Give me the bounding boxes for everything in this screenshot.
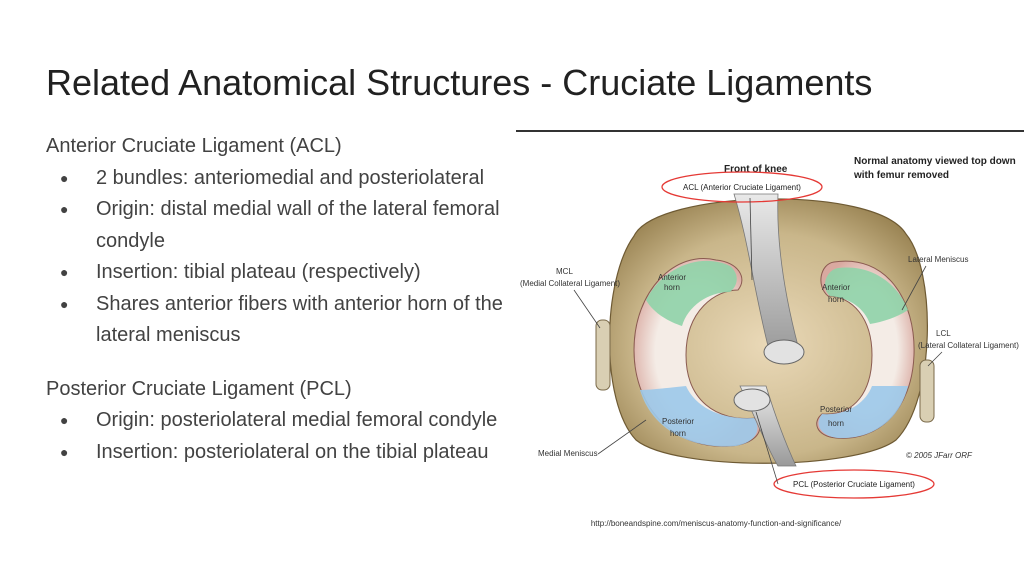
bullet-icon: ● — [60, 169, 69, 186]
lcl-band — [920, 360, 934, 422]
acl-section — [46, 131, 506, 352]
mcl-band — [596, 320, 610, 390]
lateral-anterior-horn-label: Anterior horn — [821, 283, 851, 304]
lateral-posterior-horn-label: Posterior horn — [819, 405, 853, 428]
slide-body — [46, 131, 506, 468]
list-item — [46, 437, 506, 469]
list-item-text: Insertion: tibial plateau (respectively) — [96, 261, 421, 283]
list-item-text: Insertion: posteriolateral on the tibial plateau — [96, 440, 489, 463]
list-item-text: Origin: distal medial wall of the lateral femoral condyle — [96, 198, 500, 252]
pcl-section — [46, 374, 506, 469]
list-item-text: Shares anterior fibers with anterior horn of the lateral meniscus — [96, 292, 503, 346]
bullet-icon: ● — [60, 264, 69, 280]
medial-anterior-horn-label: Anterior horn — [657, 273, 687, 292]
acl-label: ACL (Anterior Cruciate Ligament) — [683, 183, 801, 192]
mcl-label: MCL (Medial Collateral Ligament) — [520, 267, 621, 288]
list-item — [46, 289, 506, 352]
slide-title: Related Anatomical Structures - Cruciate Ligaments — [46, 62, 873, 103]
knee-diagram — [516, 150, 1024, 500]
pcl-label: PCL (Posterior Cruciate Ligament) — [793, 480, 915, 489]
list-item-text: Origin: posteriolateral medial femoral condyle — [96, 409, 498, 431]
list-item — [46, 194, 506, 257]
acl-bullet-list — [46, 163, 506, 352]
bullet-icon: ● — [60, 412, 69, 428]
list-item — [46, 163, 506, 195]
pcl-bullet-list — [46, 405, 506, 468]
bullet-icon: ● — [60, 443, 69, 460]
acl-stump — [764, 340, 804, 364]
view-note: Normal anatomy viewed top down with femur removed — [854, 156, 1016, 181]
lcl-leader-line — [928, 352, 942, 366]
front-of-knee-label: Front of knee — [724, 164, 788, 175]
acl-heading: Anterior Cruciate Ligament (ACL) — [46, 135, 342, 157]
list-item — [46, 405, 506, 437]
list-item — [46, 257, 506, 289]
title-divider — [516, 130, 1024, 132]
medial-meniscus-label: Medial Meniscus — [538, 449, 598, 458]
mcl-leader-line — [574, 290, 600, 328]
lcl-label: LCL (Lateral Collateral Ligament) — [918, 329, 1019, 350]
lateral-meniscus-label: Lateral Meniscus — [908, 255, 969, 264]
knee-anatomy-figure — [516, 150, 1024, 500]
bullet-icon: ● — [60, 295, 69, 312]
figure-source-url[interactable]: http://boneandspine.com/meniscus-anatomy-function-and-significance/ — [590, 519, 842, 528]
pcl-heading: Posterior Cruciate Ligament (PCL) — [46, 377, 352, 400]
list-item-text: 2 bundles: anteriomedial and posteriolateral — [96, 166, 485, 189]
pcl-stump — [734, 389, 770, 411]
bullet-icon: ● — [60, 201, 69, 217]
copyright-text: © 2005 JFarr ORF — [906, 451, 972, 460]
medial-posterior-horn-label: Posterior horn — [661, 417, 695, 438]
